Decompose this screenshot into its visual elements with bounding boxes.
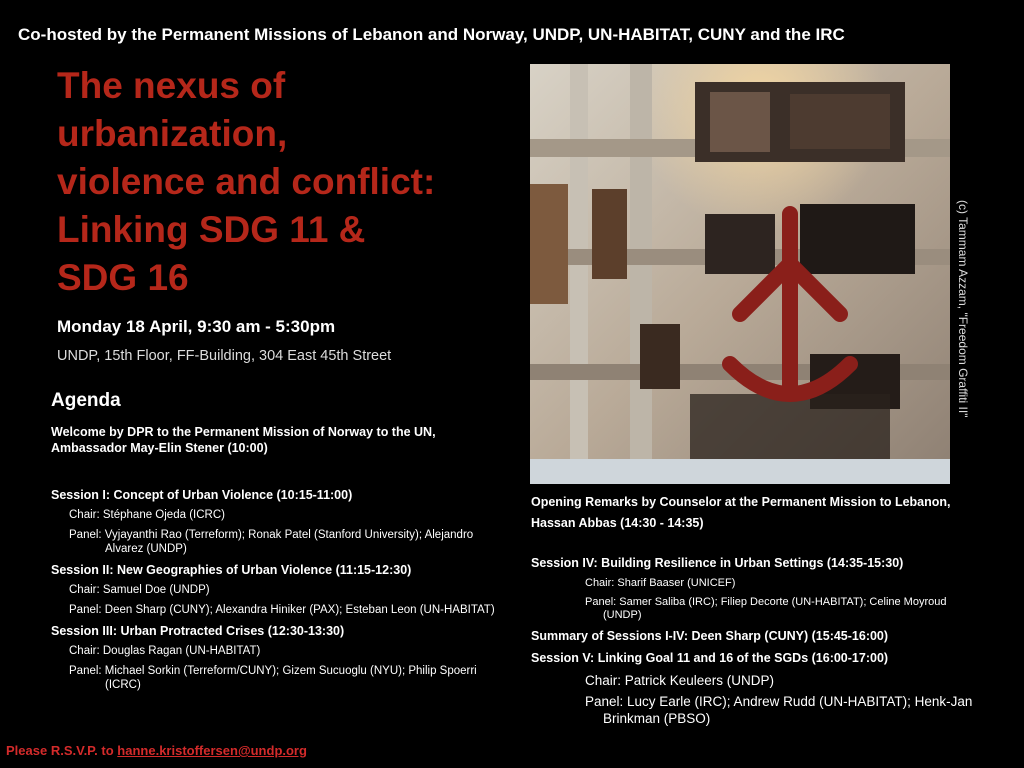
- session-2-title: Session II: New Geographies of Urban Violence (11:15-12:30): [51, 563, 412, 577]
- session-4-panel: Panel: Samer Saliba (IRC); Filiep Decorte (UN-HABITAT); Celine Moyroud (UNDP): [585, 596, 947, 621]
- session-3-chair: Chair: Douglas Ragan (UN-HABITAT): [69, 645, 261, 657]
- session-2-panel: Panel: Deen Sharp (CUNY); Alexandra Hiniker (PAX); Esteban Leon (UN-HABITAT): [69, 604, 495, 616]
- right-agenda-column: [531, 492, 981, 731]
- welcome-remarks: Welcome by DPR to the Permanent Mission of Norway to the UN, Ambassador May-Elin Stener (10:00): [51, 425, 436, 455]
- opening-remarks: Opening Remarks by Counselor at the Permanent Mission to Lebanon, Hassan Abbas (14:30 - 14:35): [531, 495, 951, 530]
- left-agenda-column: [51, 487, 501, 698]
- session-4-title: Session IV: Building Resilience in Urban Settings (14:35-15:30): [531, 556, 904, 570]
- session-5-title: Session V: Linking Goal 11 and 16 of the SGDs (16:00-17:00): [531, 651, 889, 665]
- rsvp-label: Please R.S.V.P. to: [6, 743, 118, 758]
- event-date: Monday 18 April, 9:30 am - 5:30pm: [57, 317, 336, 336]
- session-2-chair: Chair: Samuel Doe (UNDP): [69, 584, 210, 596]
- rsvp-email-link[interactable]: hanne.kristoffersen@undp.org: [117, 743, 307, 758]
- summary-session: Summary of Sessions I-IV: Deen Sharp (CUNY) (15:45-16:00): [531, 629, 889, 643]
- session-3-panel: Panel: Michael Sorkin (Terreform/CUNY); Gizem Sucuoglu (NYU); Philip Spoerri (ICRC): [69, 665, 477, 691]
- session-4-chair: Chair: Sharif Baaser (UNICEF): [585, 577, 736, 589]
- event-venue: UNDP, 15th Floor, FF-Building, 304 East 45th Street: [57, 348, 392, 364]
- session-5-panel: Panel: Lucy Earle (IRC); Andrew Rudd (UN-HABITAT); Henk-Jan Brinkman (PBSO): [585, 694, 973, 726]
- title-line-4: Linking SDG 11 &: [57, 209, 366, 250]
- title-line-1: The nexus of: [57, 65, 286, 106]
- event-title: [57, 62, 507, 302]
- cohosts-line: Co-hosted by the Permanent Missions of Lebanon and Norway, UNDP, UN-HABITAT, CUNY and the IRC: [18, 25, 845, 44]
- session-5-chair: Chair: Patrick Keuleers (UNDP): [585, 673, 775, 688]
- session-1-panel: Panel: Vyjayanthi Rao (Terreform); Ronak Patel (Stanford University); Alejandro Alvarez (UNDP): [69, 529, 474, 555]
- title-line-2: urbanization,: [57, 113, 288, 154]
- rsvp-line: [6, 743, 307, 758]
- session-1-chair: Chair: Stéphane Ojeda (ICRC): [69, 509, 225, 521]
- agenda-heading: Agenda: [51, 390, 121, 411]
- session-3-title: Session III: Urban Protracted Crises (12:30-13:30): [51, 624, 345, 638]
- title-line-3: violence and conflict:: [57, 161, 436, 202]
- ruined-building-photo: [530, 64, 950, 484]
- session-1-title: Session I: Concept of Urban Violence (10:15-11:00): [51, 488, 353, 502]
- photo-credit: (c) Tammam Azzam, "Freedom Graffiti II": [956, 200, 970, 418]
- title-line-5: SDG 16: [57, 257, 189, 298]
